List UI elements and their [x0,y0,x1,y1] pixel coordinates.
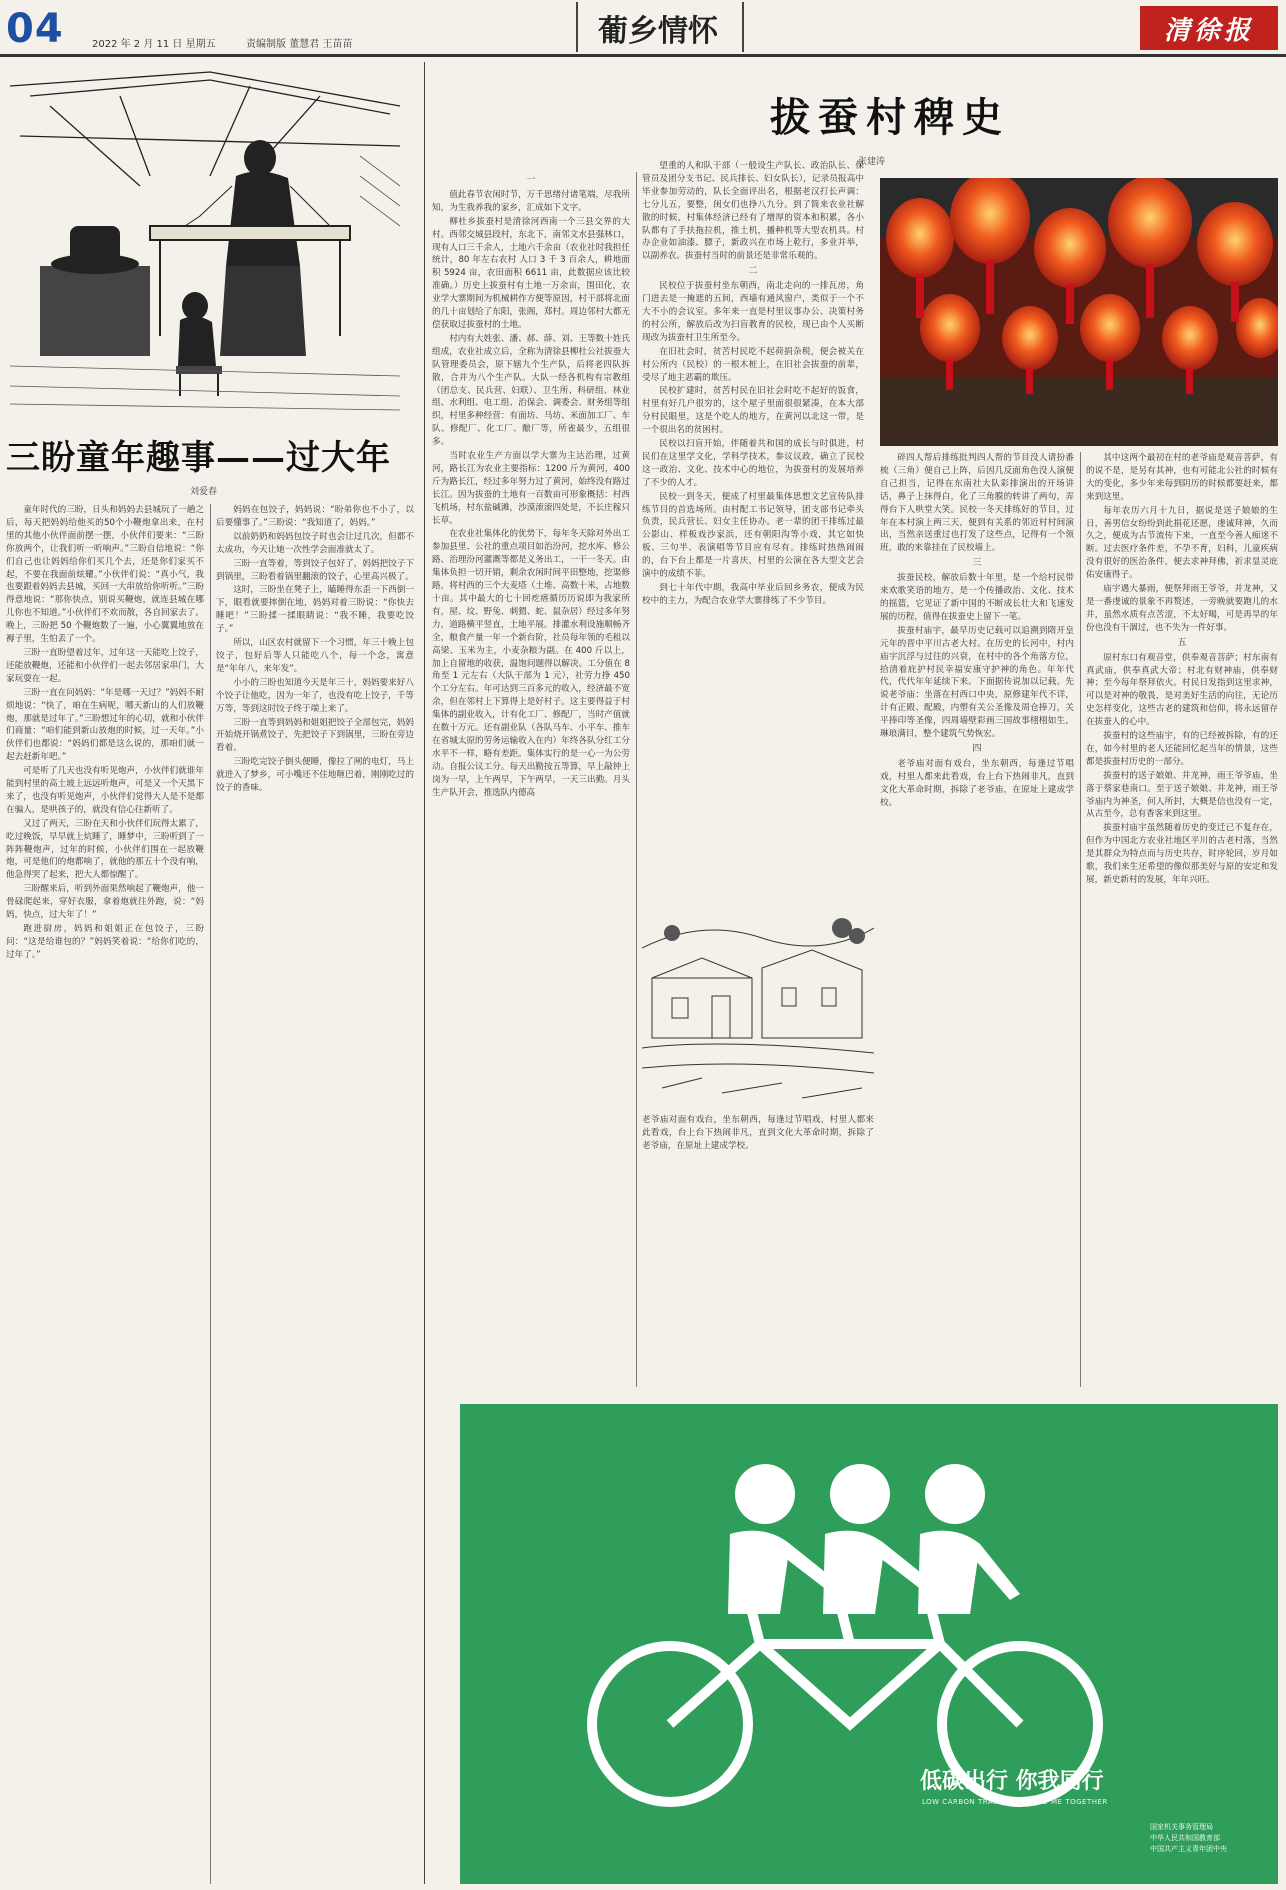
tandem-bike-svg [460,1404,1278,1884]
article2-colB-p: 望重的人和队干部（一般设生产队长、政治队长、保管员及团分支书记、民兵排长、妇女队长），记录员报高中毕业参加劳动的，队长全面评出名，根据老汉打长声调：七分儿五，要整，闺女们也挣八九分。到了简来农业社解散的时候，村集体经济已经有了增厚的资本和积累，各小队都有了手扶拖拉机，推土机，播种机等大型农机具。村办企业如油漆、膘子，新政兴在市场上乾行，多业并举，以副养农。拔蚕村当时的前景还是非常乐观的。 [642,161,864,262]
article2-colD-p: 每年农历六月十九日，据说是送子娘娘的生日，善男信女纷纷到此捐花还愿，虔诚拜神，久而久之，便成为古节流传下来，一直至今善人痴迷不断。过去医疗条件差，不孕不育，妇科，儿童疾病没有很好的医治条件，便去求神拜佛，祈求显灵庇佑安康得子。 [1086,505,1278,581]
article1-col2-p: 以前奶奶和妈妈包饺子时也会让过几次，但都不太成功，今天让她一次性学会面准就太了。 [216,531,414,555]
section-number: 二 [748,266,758,277]
article2-title: 拔蚕村稗史 [770,94,1010,141]
article2-author: 张建涛 [858,157,886,167]
article1-col2-p: 三盼吃完饺子倒头便睡，像拉了闸的电灯，马上就进入了梦乡，可小嘴还不住地咂巴着，刚刚吃过的饺子的香味。 [216,757,414,794]
article2-colC-p: 老爷庙对面有戏台，坐东朝西，每逢过节唱戏，村里人都来此看戏，台上台下热闹非凡，直到文化大革命时期，拆除了老爷庙，在原址上建成学校。 [880,758,1074,808]
article2-colD-p: 其中这两个最初在村的老爷庙是观音菩萨，有的说不是，是另有其神，也有可能北公社的时候有大的变化，多少年来每到阴历的时候都要赶来，都来到这里。 [1086,453,1278,502]
article2-colD-p: 拔蚕村的这些庙宇，有的已经被拆除，有的还在，如今村里的老人还能回忆起当年的情景，这些都是拔蚕村历史的一部分。 [1086,731,1278,767]
article1-col1 [6,504,204,1884]
col-divider [210,504,211,1884]
date-line: 2022 年 2 月 11 日 星期五 [92,39,216,50]
page-number: 04 [6,6,64,52]
article1-col2 [216,504,414,1884]
article2-colB-p: 民校扩建时，贫苦村民在旧社会时吃不起好的饭食，村里有好几户很穷的，这个屋子里面很很紧凑，在本大部分村民眼里，这是个吃人的地方，在黄河以北这一带，是一个很出名的贫困村。 [642,386,864,436]
article1-col2-p: 妈妈在包饺子，妈妈说：“盼弟你也不小了，以后要懂事了。”三盼说：“我知道了，妈妈。” [216,505,414,528]
ad-sponsor: 国家机关事务管理局 [1150,1823,1213,1831]
section-title: 葡乡情怀 [598,14,718,49]
article2-colD [1086,452,1278,1387]
article2-colD-p: 原村东口有观音堂，供奉观音菩萨；村东南有真武庙，供奉真武大帝；村北有财神庙，供奉财神；至今每年祭拜依火。村民日发指到这里求神，可以是对神的敬畏，是对美好生活的向往，无论历史怎样变化，这些古老的建筑和信仰，将永远留存在拔蚕人的心中。 [1086,652,1278,728]
article2-colB-lower [642,1114,874,1384]
low-carbon-ad [460,1404,1278,1884]
article1-col1-p: 童年时代的三盼，日头和妈妈去县城玩了一趟之后，每天把妈妈给他买的50个小鞭炮拿出来，在村里的其他小伙伴面前摆一摆，小伙伴们要来：“三盼你放两个，让我们听一听响声。”三盼自信地说：“你们自己也让妈妈给你们买几个去，还是你们家买不起，不要在我面前炫耀。”小伙伴们说：“真小气，我也要跟着妈妈去县城，买回一大串放给你听听。”三盼得意地说：“那你快点，别说买鞭炮，就连县城在哪儿你也不知道。”小伙伴们不欢而散，各自回家去了。晚上，三盼把 50 个鞭炮数了一遍，小心翼翼地放在褥子里，生怕丢了一个。 [6,505,204,645]
article2-colD-p: 拔蚕村庙宇虽然随着历史的变迁已不复存在，但作为中国北方农业社地区平川的古老村落，当然是其群众为特点而与历史共存，时序轮回，岁月如歌，我们来生还希望的像似那美好与原的安定和发展，新史新村的发展，年年兴旺。 [1086,823,1278,885]
article1-col1-p: 三盼一直在问妈妈：“年是哪一天过？”妈妈不耐烦地说：“快了，咱在生病呢，哪天新山的人们放鞭炮，那就是过年了。”三盼想过年的心切，就和小伙伴们商量：“咱们能到新山放炮的时候，过一天年。”小伙伴们也都说：“妈妈们都是这么说的，那咱们就一起去赶新年吧。” [6,687,204,763]
section-number: 五 [1177,637,1187,648]
article1-col2-p: 所以，山区农村就留下一个习惯，年三十晚上包饺子，包好后等人只能吃八个，每一个念，寓意是“年年八，来年发”。 [216,638,414,674]
article2-colA-p: 柳杜乡拔蚕村是清徐河西南一个三县交界的大村。西邻交城县段村，东北下，南邻文水县强林口，现有人口三千余人，土地六千余亩（农业社时我担任统计，80 年左右农村 人口 3 千 3 百余人，耕地面积 5924 亩，农田面积 6611 亩，此数据应该比较准确。）历史上拔蚕村有土地一万余亩，围田化，农业学大寨期间为机械耕作方便等原因，村干部将北面的几十亩划给了东阳，张阁，郑村。周边邻村大都无偿获取过拔蚕村的土地。 [432,216,630,330]
section-number: 一 [526,175,536,185]
article2-colC-p: 拔蚕村庙宇，最早历史记载可以追溯到隋开皇元年的晋中平川古老大村。在历史的长河中，村内庙宇沉浮与过往的兴衰，在村中的各个角落方位，拾清着庇护村民幸福安康守护神的角色。年年代代，代代年年延续下来。下面据传说加以记载。先说老爷庙：坐落在村西口中央，原修建年代不详，计有正殿、配殿，内塑有关公圣像及周仓捧刀，关平捧印等圣像，四周墙壁彩画三国故事栩栩如生，琳琅满目，整个建筑气势恢宏。 [880,625,1074,740]
ad-sponsor: 中华人民共和国教育部 [1150,1834,1220,1842]
article1-col1-p: 三盼醒来后，听到外面果然响起了鞭炮声，他一骨碌爬起来，穿好衣服，拿着炮就往外跑，说：“妈妈，快点，过大年了！” [6,884,204,921]
article1-col1-p: 三盼一直盼望着过年，过年这一天能吃上饺子，还能放鞭炮，还能和小伙伴们一起去邻居家串门，大家玩耍在一起。 [6,647,204,684]
article1-col1-p: 跑进厨房，妈妈和姐姐正在包饺子，三盼问：“这是给谁包的？”妈妈笑着说：“给你们吃的，过年了。” [6,924,204,960]
article2-colA-p: 值此春节农闲时节，万千思绪付诸笔端，尽我所知，为生我养我的家乡，汇成如下文字。 [432,189,630,213]
header-rule [0,54,1286,57]
lantern-photo [880,178,1278,446]
village-sketch-svg [642,888,874,1110]
article1-col2-p: 三盼一直等到妈妈和姐姐把饺子全部包完，妈妈开始烧开锅煮饺子，先把饺子下到锅里，三盼在旁边看着。 [216,717,414,754]
article1-col1-p: 可是听了几天也没有听见炮声，小伙伴们就谁年能到村里的高土坡上远远听炮声，可是又一个天黑下来了，也没有听见炮声，小伙伴们觉得大人是不是都在骗人，是哄孩子的，就没有信心往新听了。 [6,766,204,815]
article2-colC-p: 拔蚕民校，解放后数十年里，是一个给村民带来欢歌笑语的地方，是一个传播政治、文化、技术的摇篮，它见证了新中国的不断成长壮大和飞速发展的历程，值得在拔蚕史上留下一笔。 [880,573,1074,622]
article2-colC [880,452,1074,1387]
lantern-photo-svg [880,178,1278,446]
ad-slogan: 低碳出行 你我同行 [920,1769,1104,1794]
masthead-logo-text: 清徐报 [1163,15,1254,46]
article1-col2-p: 小小的三盼也知道今天是年三十，妈妈要来好八个饺子让他吃，因为一年了，也没有吃上饺子，千等万等，等到这时饺子终于端上来了。 [216,677,414,714]
article2-colB [642,160,864,885]
article2-colB-p: 民校一到冬天，便成了村里最集体思想文艺宣传队排练节目的首选场所。由村配工书记领导，团支部书记牵头负责，民兵营长、妇女主任协办。老一辈的团干排练过最公影山、样板戏沙家浜，还有朝阳沟等小戏，其它如快板、三句半、表演唱等节目应有尽有。排练时热热闹闹的，台下台上都是一片喜庆，村里的公演在各大型文艺会演中的成绩不菲。 [642,491,864,580]
col-divider [636,172,637,1387]
article1-col2-p: 这时，三盼坐在凳子上，瞌睡得东歪一下西倒一下，眼看就要摔倒在地，妈妈对着三盼说：“你快去睡吧！”三盼揉一揉眼睛说：“我不睡，我要吃饺子。” [216,585,414,635]
article1-author: 刘爱春 [190,487,218,497]
ad-sponsors [1150,1822,1270,1855]
ad-sponsor: 中国共产主义青年团中央 [1150,1845,1227,1853]
article2-colA [432,172,630,1387]
article-divider [424,62,425,1884]
article2-colD-p: 庙宇遇大暴雨，便祭拜雨王爷爷，并龙神，又是一番虔诚的景象不再赘述，一旁晚就要跑儿的水井，虽然水质有点苦涩，不太好喝，可是再旱的年份也没有干涸过，也不失为一件好事。 [1086,584,1278,633]
col-divider [1080,452,1081,1387]
article2-colB-p: 在旧社会时，贫苦村民吃不起荷捐杂税，便会被关在村公所内（民校）的一根木桩上，在旧社会拔蚕的前辈，受尽了地主恶霸的欺压。 [642,346,864,383]
ad-slogan-en: LOW CARBON TRAVEL, YOU AND ME TOGETHER [922,1798,1108,1806]
village-sketch [642,888,874,1110]
article2-colC-p: 碎四人帮后排练批判四人帮的节目没人请扮番梳（三角）便自己上阵，后因几反面角色没人演便自己担当，记得在东南社大队彩排演出的开场讲话，鼻子上抹得白，化了三角膜的转讲了两句，弄得台下人哄堂大笑。民校一冬天排练好的节目，过年在本村演上两三天，便到有关系的邻近村村间演出，当然亲送重过也打发了这些点，记得有一个领班，敢的来靠挂在了民校墙上。 [880,453,1074,554]
editor-line: 责编制版 董慧君 王苗苗 [246,39,353,50]
colB-lower-text [642,1114,874,1153]
article1-col1-p: 又过了两天，三盼在天和小伙伴们玩得太累了，吃过晚饭，早早就上炕睡了，睡梦中，三盼听到了一阵阵鞭炮声，过年的时候，小伙伴们围在一起放鞭炮，可是他们的炮都响了，就他的那五十个没有响，他急得哭了起来，把大人都惊醒了。 [6,818,204,881]
article2-colA-p: 在农业社集体化的优势下，每年冬天除对外出工参加县里、公社的重点项目如治汾河，挖水库、修公路、治理汾河灌溉等都是义务出工，一干一冬天。由集体负担一切开销，剩余农闲时间平田整地，挖渠修路，将村西的三个大麦塔（土堆、高数十米，占地数十亩。其中最大的七十回疙瘩循历历说即为我家所有，屋、坟、野兔、刺猬、蛇、鼠杂居）经过多年努力，道路横平竖直，土地平展。排灌水利设施顺畅齐全，粮食产量一年一个新台阶，社员每年领的毛租以高梁、玉米为主，小麦杂粮为副。在 400 斤以上，加上自留地的收获，温饱问题得以解决。工分值在 8 角至 1 元左右（大队干部为 1 元），社劳力挣 450 个工分左右。年可达到三百多元的收入，经济最不宽余，但在邻村上下算得上是好村子。这主要得益于村集体的副业收入，计有化工厂、修配厂，当时产值就在数十万元。还有副业队（各队马车、小平车、推车在省城太原的劳务运输收入在内）年终各队分红工分水平不一样，略有差距。集体实行的是一心一为公劳动。自报公议工分。每天出勤按五等算，早上敲钟上岗为一早，上午两早，下午两早，一天三出勤。月头生产队开会，推选队内德高 [432,529,630,798]
section-number: 四 [972,743,982,754]
section-title-divider-left [576,2,578,52]
section-title-divider-right [742,2,744,52]
article2-colA-p: 村内有大姓张、潘、郝、薛、刘、王等数十姓氏组成，农业社成立后，全称为清徐县柳杜公社拔蚕大队管理委员会，原下辖九个生产队，后将老四队拆散，合并为八个生产队。大队一经各机构有宗教组（团总支、民兵营、妇联）、卫生所、科研组、林业组、水利组、电工组、治保会、调委会、财务组等组织，村里多种经营：有面坊、马坊、米面加工厂、车队、修配厂、化工厂、酿厂等，所雀最少，五组很多。 [432,333,630,448]
article1-col2-p: 三盼一直等着，等到饺子包好了，妈妈把饺子下到锅里，三盼看着锅里翻滚的饺子，心里高兴极了。 [216,558,414,582]
article1-title: 三盼童年趣事——过大年 [6,438,391,478]
section-number: 三 [972,558,982,569]
article2-colB-p: 民校以扫盲开始，伴随着共和国的成长与时俱进，村民们在这里学文化，学科学技术，参议议政，确立了民校这一政治、文化、技术中心的地位，为拔蚕村的发展培养了不少的人才。 [642,439,864,488]
article2-colA-p: 当时农业生产方面以学大寨为主达治理，过黄河，路长江为农业主要指标：1200 斤为黄河，400 斤为路长江，经过多年努力过了黄河，始终没有路过长江。因为拔蚕的土地有一百数亩可形象概括：村西飞机场，村东盐碱滩，沙漠滚滚四处是，不长庄稼只长草。 [432,451,630,526]
article2-colB-p: 民校位于拔蚕村坐东朝西，南北走向的一排瓦房，角门进去是一掩遮的五间，西墙有通风窗户，类似于一个不大不小的会议室。多年来一直是村里议事办公、决策村务的村公所，解放后改为扫盲教育的民校，现已由个人买断现改为拔蚕村卫生所至今。 [642,281,864,343]
article2-colD-p: 拔蚕村的送子娘娘、井龙神，雨王爷爷庙，坐落于蔡家巷南口。至于送子娘娘、井龙神，雨王爷爷庙内为神圣，何人所封，大概是信也没有一定，从古至今，总有香客来到这里。 [1086,770,1278,820]
article2-colB-p: 到七十年代中期，我高中毕业后回乡务农，便成为民校中的主力，为配合农业学大寨排练了不少节目。 [642,583,864,606]
masthead-logo [1140,6,1278,50]
woodcut-illustration [0,66,416,412]
colB-lower-span: 老爷庙对面有戏台，坐东朝西，每逢过节唱戏，村里人都来此看戏，台上台下热闹非凡，直到文化大革命时期，拆除了老爷庙，在原址上建成学校。 [642,1115,874,1151]
illustration-svg [0,66,416,412]
